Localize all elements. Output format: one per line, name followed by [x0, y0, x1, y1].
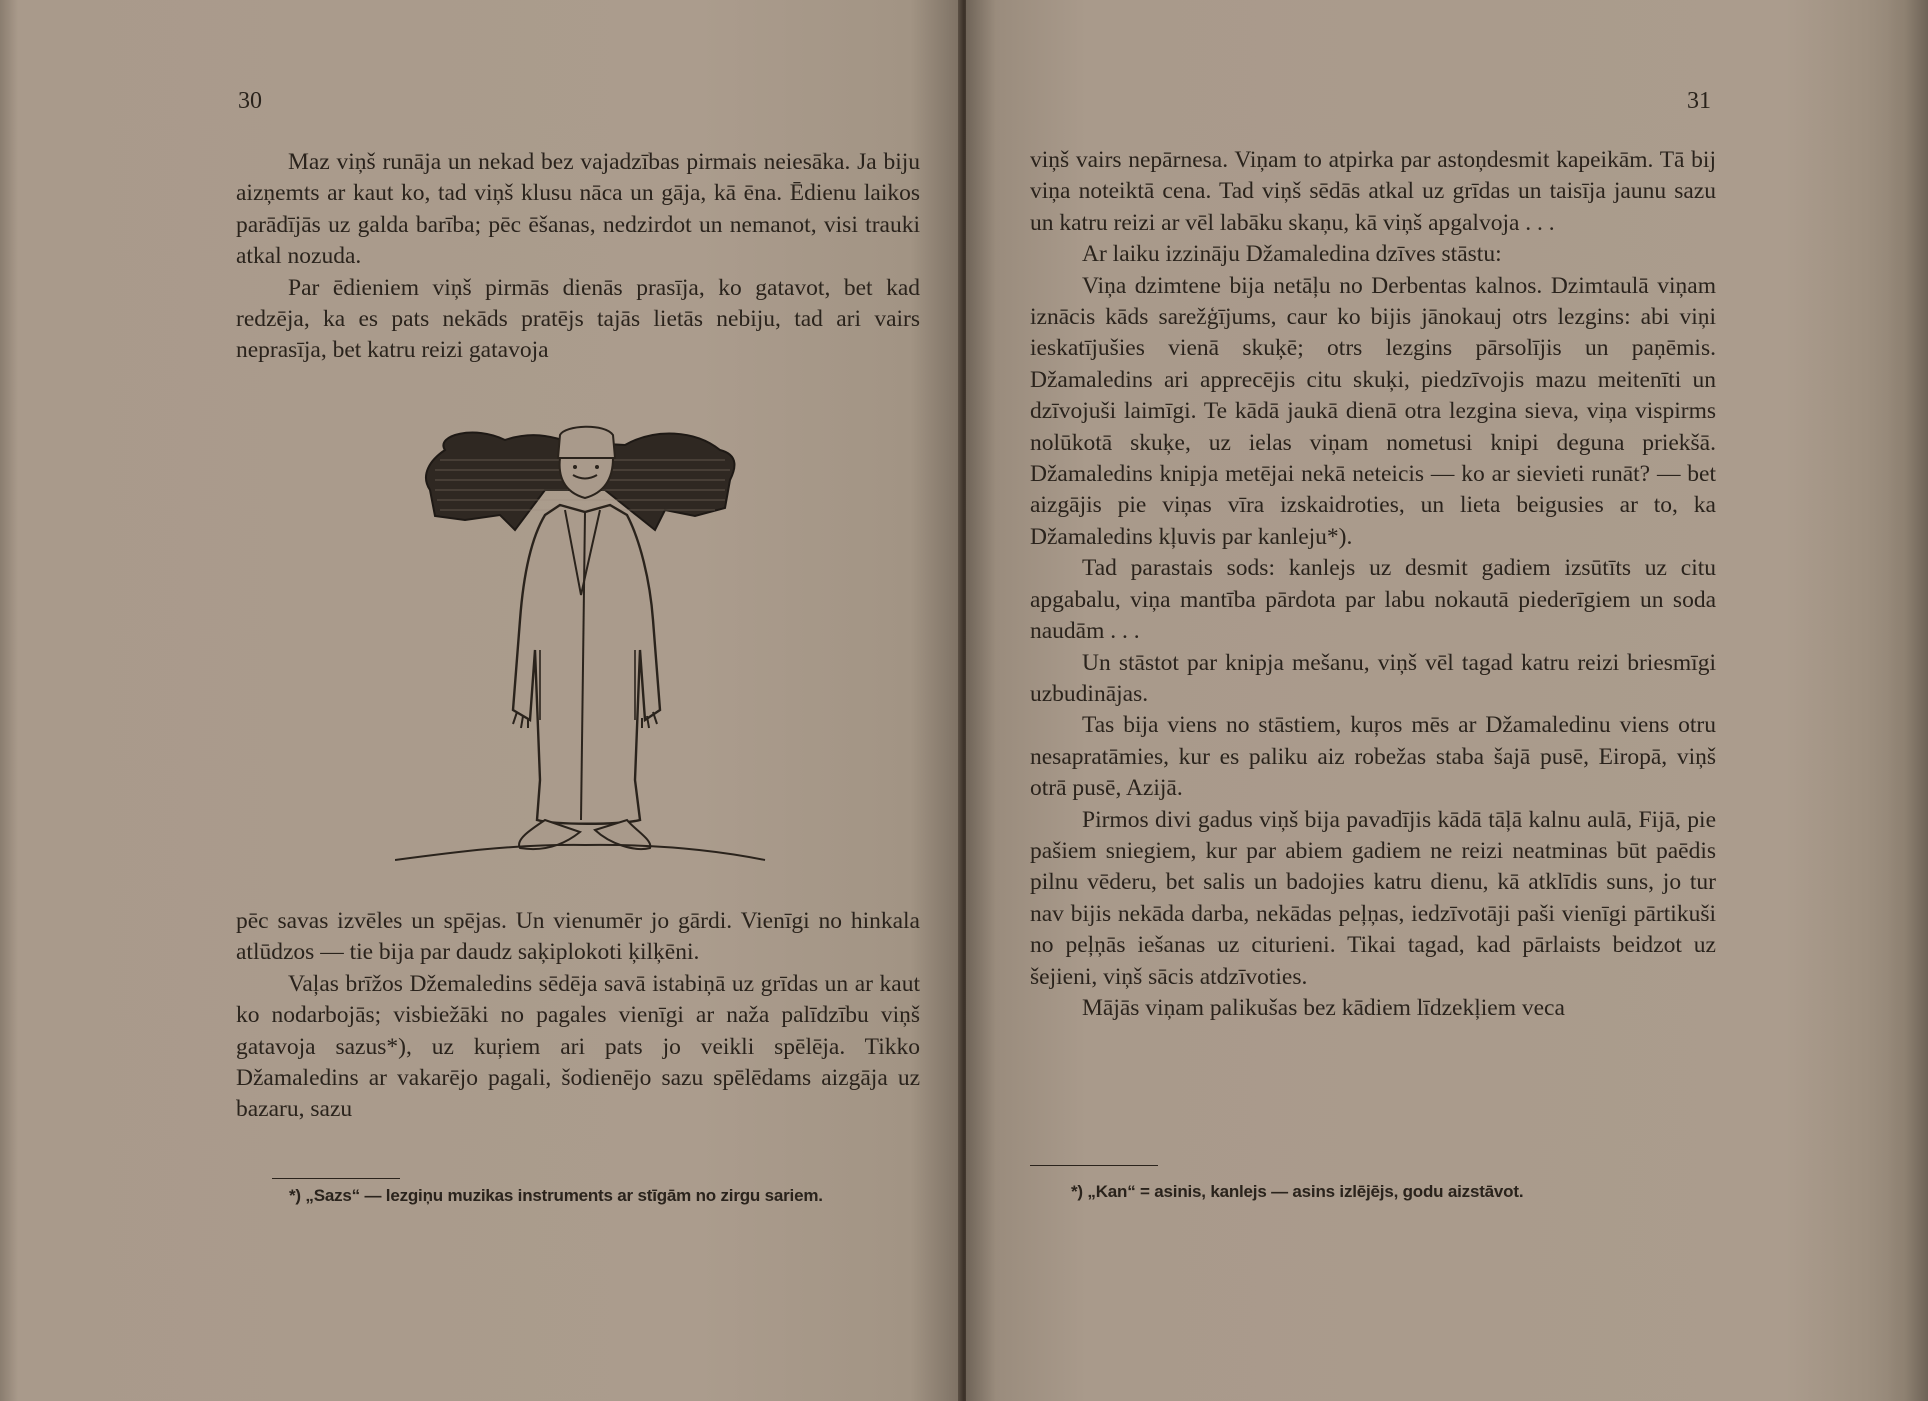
page-edge [1888, 0, 1928, 1401]
left-top-text [236, 147, 920, 367]
paragraph: Viņa dzimtene bija netāļu no Derbentas kalnos. Dzimtaulā viņam iznācis kāds sarežģījums, caur ko bijis jānokauj otrs lezgins: abi viņi ieskatījušies vienā skuķē; otrs lezgins pārsolījis un paņēmis. Džamaledins ari apprecējis citu skuķi, piedzīvojis mazu meitenīti un dzīvojuši laimīgi. Te kādā jaukā dienā otra lezgina sieva, viņa vispirms nolūkotā skuķe, uz ielas viņam nometusi knipi deguna priekšā. Džamaledins knipja metējai nekā neteicis — ko ar sievieti runāt? — bet aizgājis pie viņas vīra izskaidroties, un lieta beigusies ar to, ka Džamaledins kļuvis par kanleju*). [1030, 272, 1716, 550]
page-number-right: 31 [1687, 88, 1711, 114]
paragraph: pēc savas izvēles un spējas. Un vienumēr jo gārdi. Vienīgi no hinkala atlūdzos — tie bija par daudz saķiplokoti ķilķēni. [236, 908, 920, 966]
left-page [0, 0, 962, 1401]
left-bottom-text [236, 906, 920, 1126]
footnote-right: *) „Kan“ = asinis, kanlejs — asins izlējējs, godu aizstāvot. [1071, 1182, 1524, 1201]
page-number-left: 30 [238, 88, 262, 114]
paragraph: Tad parastais sods: kanlejs uz desmit gadiem izsūtīts uz citu apgabalu, viņa mantība pārdota par labu nokautā piederīgiem un soda naudām . . . [1030, 555, 1716, 645]
paragraph: viņš vairs nepārnesa. Viņam to atpirka par astoņdesmit kapeikām. Tā bij viņa noteiktā cena. Tad viņš sēdās atkal uz grīdas un taisīja jaunu sazu un katru reizi ar vēl labāku skaņu, kā viņš apgalvoja . . . [1030, 147, 1716, 236]
paragraph: Maz viņš runāja un nekad bez vajadzības pirmais neiesāka. Ja biju aizņemts ar kaut ko, tad viņš klusu nāca un gāja, kā ēna. Ēdienu laikos parādījās uz galda barība; pēc ēšanas, nedzirdot un nemanot, visi trauki atkal nozuda. [236, 149, 920, 270]
right-page [966, 0, 1928, 1401]
paragraph: Ar laiku izzināju Džamaledina dzīves stāstu: [1082, 241, 1502, 268]
paragraph: Un stāstot par knipja mešanu, viņš vēl tagad katru reizi briesmīgi uzbudinājas. [1030, 649, 1716, 707]
footnote-rule [1030, 1165, 1158, 1166]
right-text [1030, 145, 1716, 1024]
paragraph: Vaļas brīžos Džemaledins sēdēja savā istabiņā uz grīdas un ar kaut ko nodarbojās; visbiežāki no pagales vienīgi ar naža palīdzību viņš gatavoja sazus*), uz kuŗiem ari pats jo veikli spēlēja. Tikko Džamaledins ar vakarējo pagali, šodienējo sazu spēlēdams aizgāja uz bazaru, sazu [236, 970, 920, 1123]
paragraph: Tas bija viens no stāstiem, kuŗos mēs ar Džamaledinu viens otru nesapratāmies, kur es paliku aiz robežas staba šajā pusē, Eiropā, viņš otrā pusē, Azijā. [1030, 712, 1716, 802]
paragraph: Mājās viņam palikušas bez kādiem līdzekļiem veca [1082, 994, 1565, 1021]
man-in-long-coat-illustration [395, 420, 775, 875]
footnote-rule [272, 1178, 400, 1179]
paragraph: Par ēdieniem viņš pirmās dienās prasīja, ko gatavot, bet kad redzēja, ka es pats nekāds pratējs tajās lietās nebiju, tad ari vairs neprasīja, bet katru reizi gatavoja [236, 274, 920, 364]
paragraph: Pirmos divi gadus viņš bija pavadījis kādā tāļā kalnu aulā, Fijā, pie pašiem sniegiem, kur par abiem gadiem ne reizi neatminas būt paēdis pilnu vēderu, bet salis un badojies katru dienu, kā atklīdis suns, jo tur nav bijis nekāda darba, nekādas peļņas, iedzīvotāji paši vienīgi pārtikuši no peļņās iešanas uz citurieni. Tikai tagad, kad pārlaists beidzot uz šejieni, viņš sācis atdzīvoties. [1030, 806, 1716, 990]
footnote-left: *) „Sazs“ — lezgiņu muzikas instruments ar stīgām no zirgu sariem. [289, 1186, 823, 1205]
